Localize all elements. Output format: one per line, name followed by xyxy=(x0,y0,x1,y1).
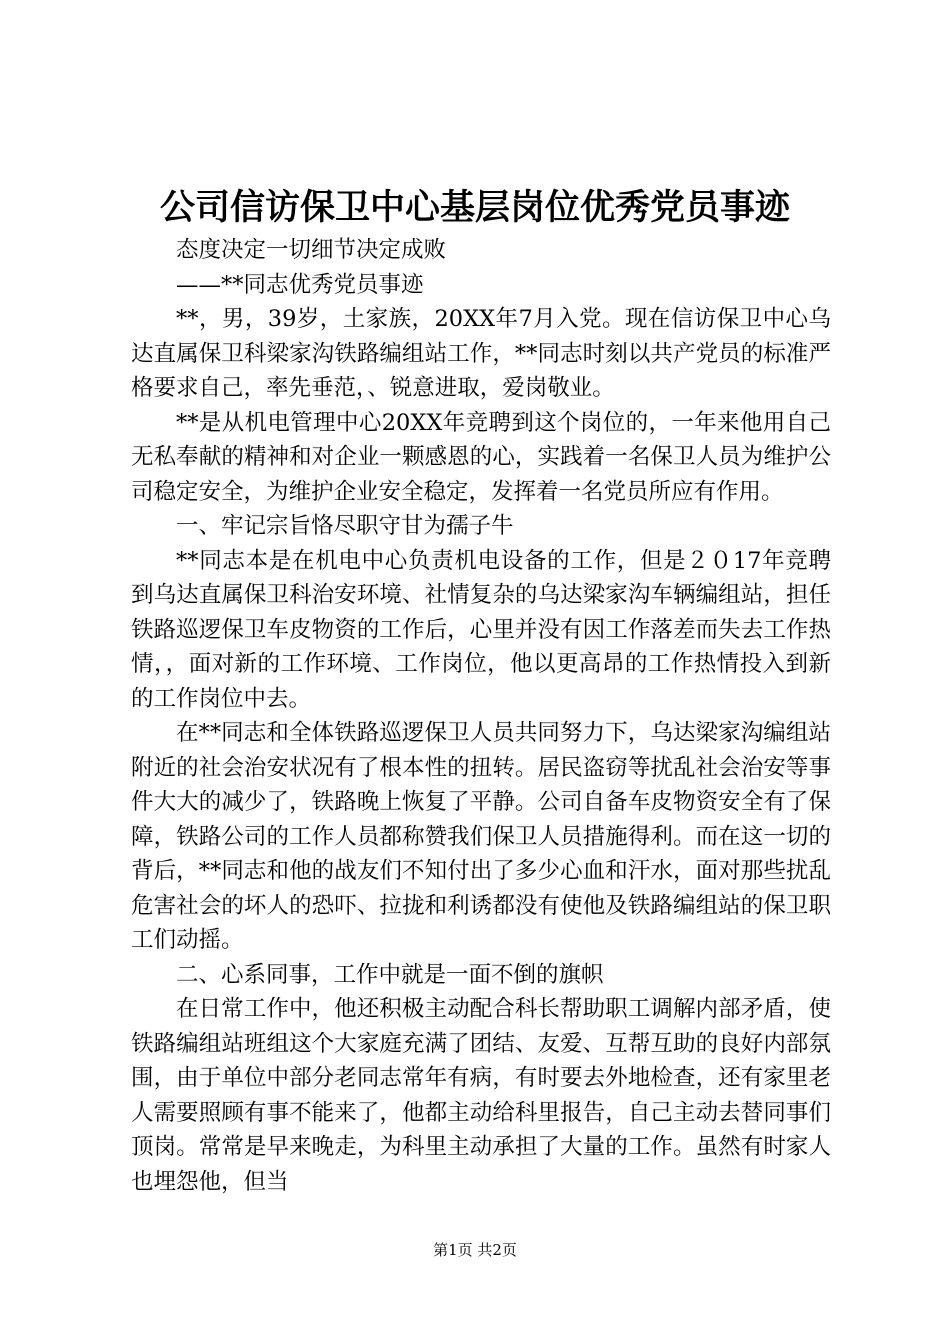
subtitle-byline: ——**同志优秀党员事迹 xyxy=(176,271,424,298)
paragraph-section1-body: **同志本是在机电中心负责机电设备的工作，但是２０17年竞聘到乌达直属保卫科治安环境、社情复杂的乌达梁家沟车辆编组站，担任铁路巡逻保卫车皮物资的工作后，心里并没有因工作落差而失去工作热情，，面对新的工作环境、工作岗位，他以更高昂的工作热情投入到新的工作岗位中去。 xyxy=(131,547,831,712)
paragraph-section2-body: 在日常工作中，他还积极主动配合科长帮助职工调解内部矛盾，使铁路编组站班组这个大家庭充满了团结、友爱、互帮互助的良好内部氛围，由于单位中部分老同志常年有病，有时要去外地检查，还有家里老人需要照顾有事不能来了，他都主动给科里报告，自己主动去替同事们顶岗。常常是早来晚走，为科里主动承担了大量的工作。虽然有时家人也埋怨他，但当 xyxy=(131,996,831,1195)
subtitle-motto: 态度决定一切细节决定成败 xyxy=(176,237,447,263)
document-title: 公司信访保卫中心基层岗位优秀党员事迹 xyxy=(159,187,790,228)
section-heading-1: 一、牢记宗旨恪尽职守甘为孺子牛 xyxy=(176,513,514,539)
paragraph-background: **是从机电管理中心20XX年竞聘到这个岗位的，一年来他用自己无私奉献的精神和对企业一颗感恩的心，实践着一名保卫人员为维护公司稳定安全，为维护企业安全稳定，发挥着一名党员所应有作用。 xyxy=(131,409,831,505)
page-number-footer: 第1页 共2页 xyxy=(433,1241,517,1259)
paragraph-intro: **，男，39岁，土家族，20XX年7月入党。现在信访保卫中心乌达直属保卫科梁家沟铁路编组站工作，**同志时刻以共产党员的标准严格要求自己，率先垂范，、锐意进取，爱岗敬业。 xyxy=(131,306,831,401)
section-heading-2: 二、心系同事，工作中就是一面不倒的旗帜 xyxy=(176,961,604,988)
document-body xyxy=(131,233,831,1199)
paragraph-section1-results: 在**同志和全体铁路巡逻保卫人员共同努力下，乌达梁家沟编组站附近的社会治安状况有了根本性的扭转。居民盗窃等扰乱社会治安等事件大大的减少了，铁路晚上恢复了平静。公司自备车皮物资安全有了保障，铁路公司的工作人员都称赞我们保卫人员措施得利。而在这一切的背后，**同志和他的战友们不知付出了多少心血和汗水，面对那些扰乱危害社会的坏人的恐吓、拉拢和利诱都没有使他及铁路编组站的保卫职工们动摇。 xyxy=(131,720,831,953)
